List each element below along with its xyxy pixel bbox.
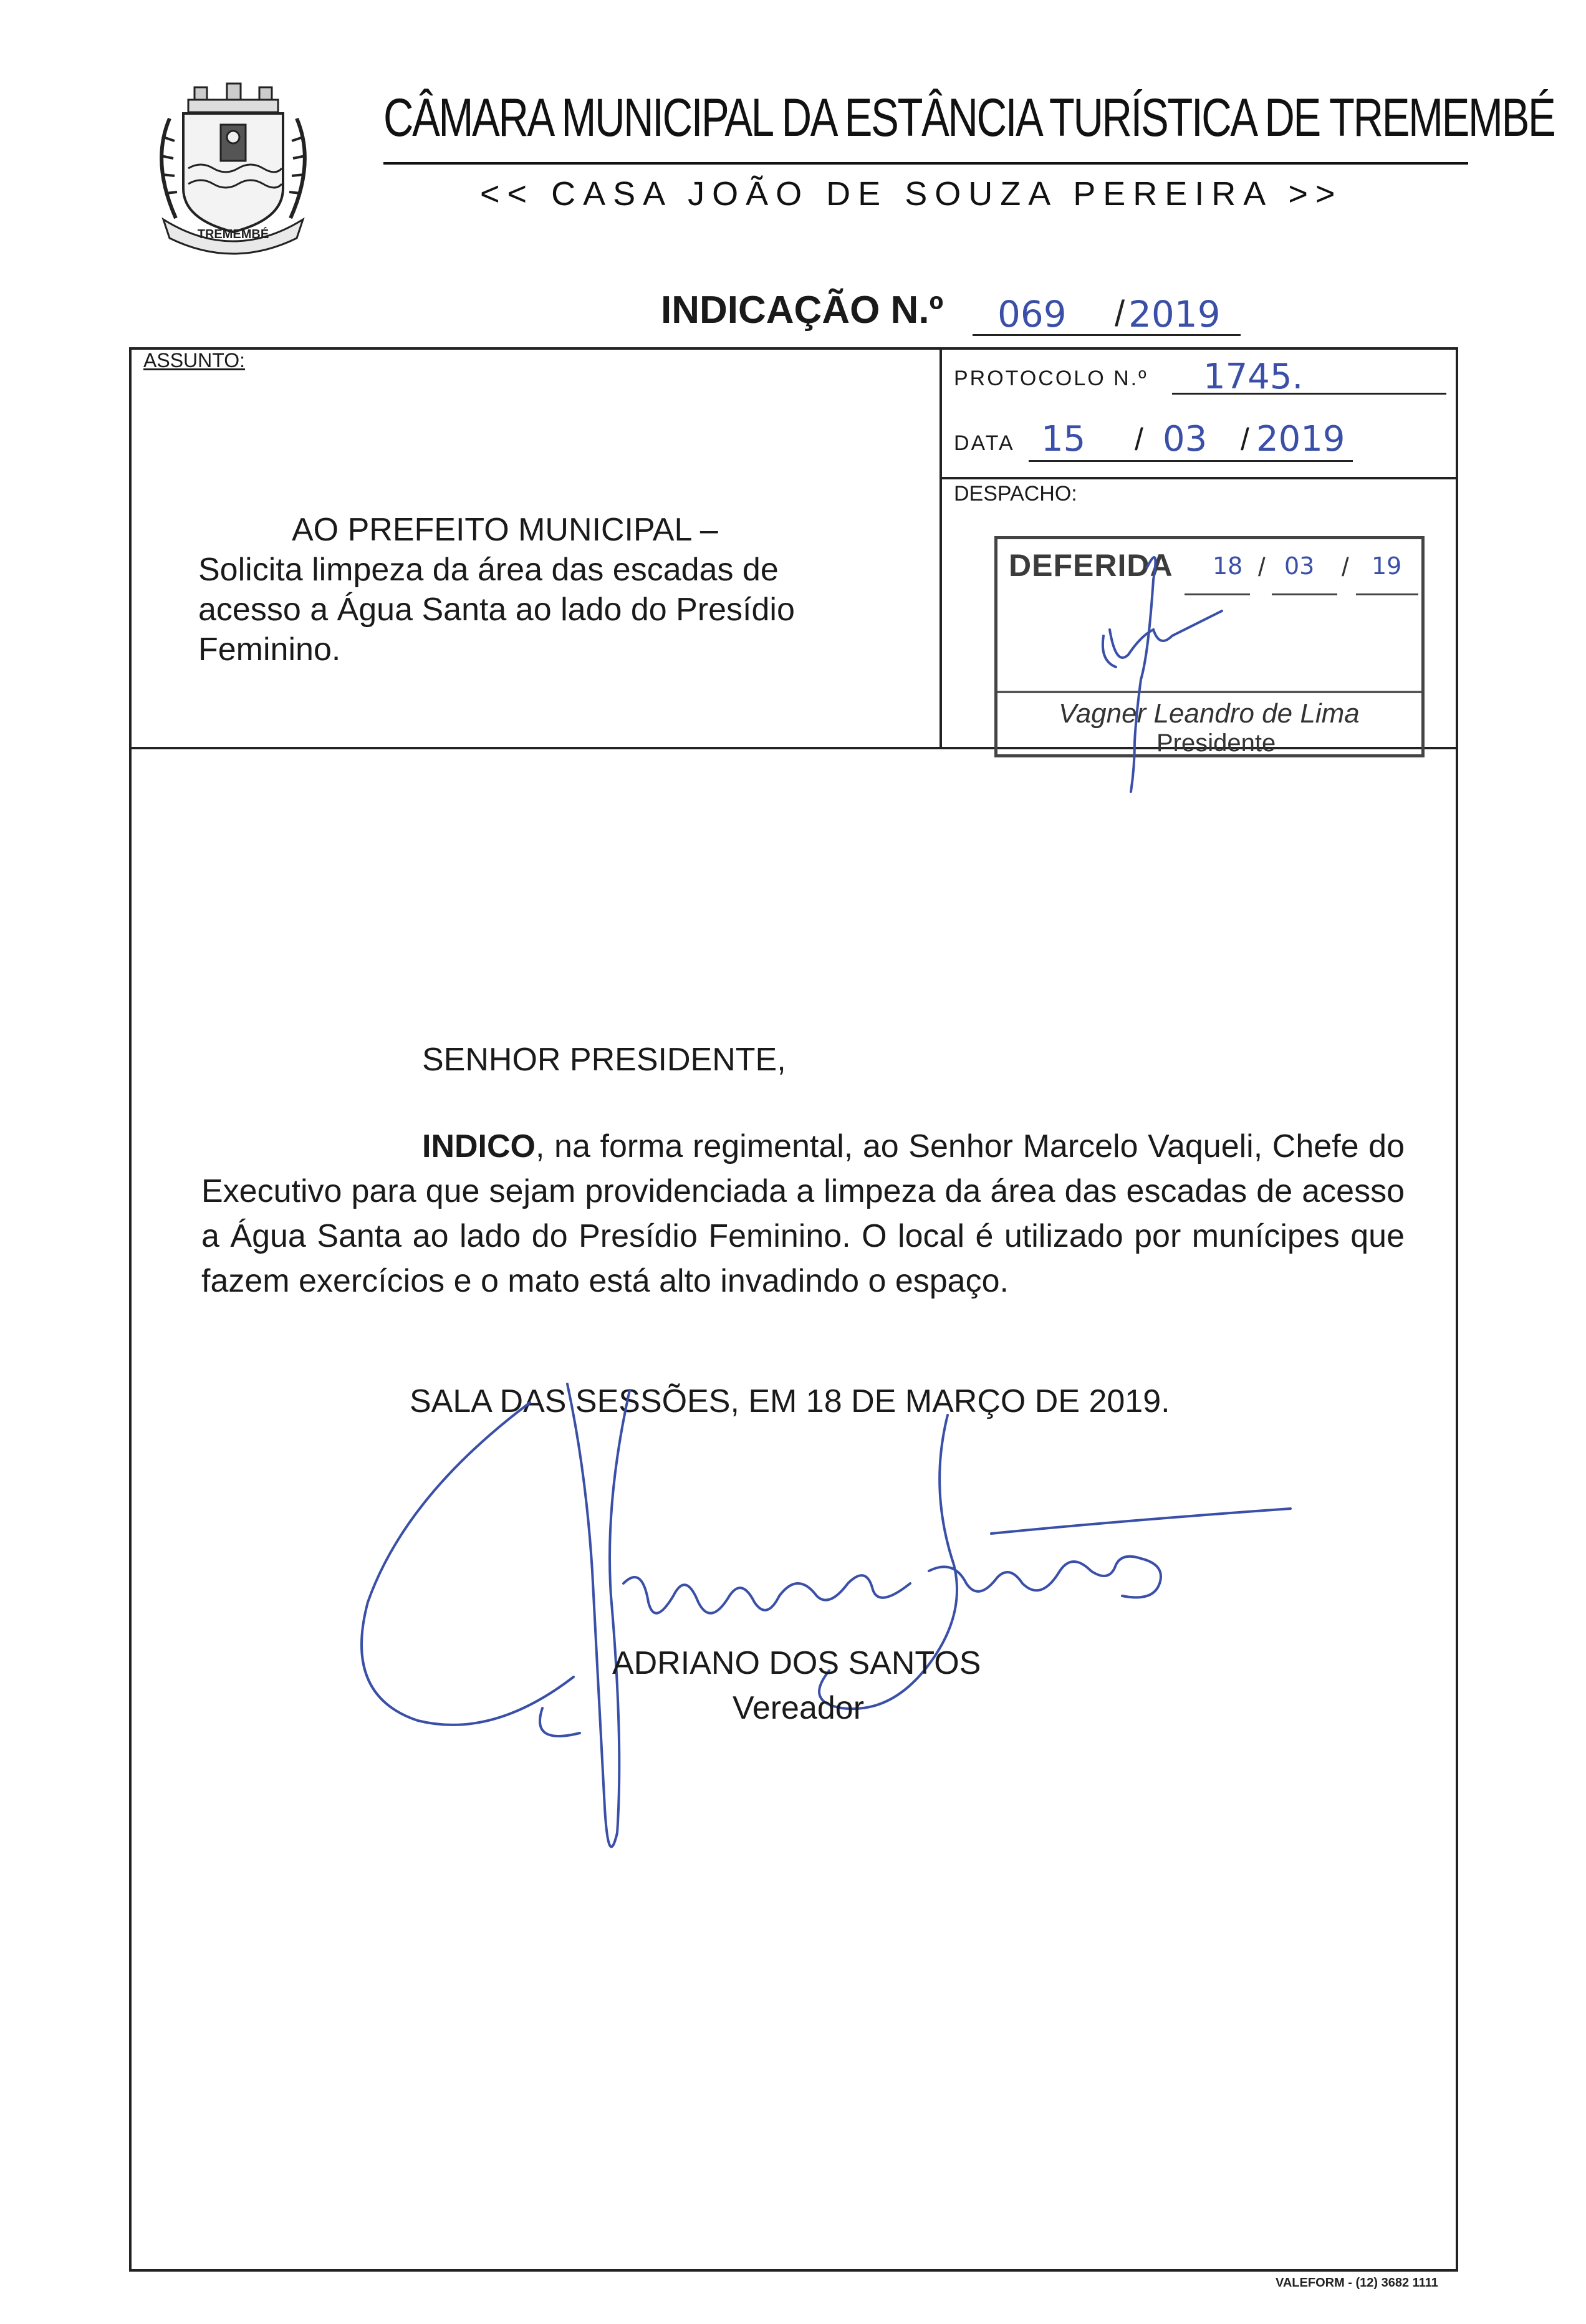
stamp-signer-role: Presidente: [1156, 729, 1276, 757]
indicacao-year: 2019: [1128, 293, 1221, 335]
indicacao-label: INDICAÇÃO N.º: [661, 289, 944, 332]
data-slash: /: [1241, 422, 1249, 457]
salutation: SENHOR PRESIDENTE,: [422, 1042, 786, 1078]
indicacao-slash: /: [1115, 294, 1125, 334]
data-day: 15: [1041, 419, 1086, 459]
assunto-line: Feminino.: [198, 631, 341, 668]
data-slash: /: [1135, 422, 1143, 457]
stamp-slash: /: [1258, 552, 1266, 582]
indicacao-number: 069: [997, 293, 1067, 335]
president-signature: [1085, 530, 1234, 798]
assunto-line: acesso a Água Santa ao lado do Presídio: [198, 592, 795, 628]
data-month: 03: [1163, 419, 1208, 459]
municipal-crest-logo: [145, 75, 322, 268]
assunto-line: AO PREFEITO MUNICIPAL –: [292, 512, 718, 548]
stamp-date-line: [1272, 593, 1337, 595]
body-paragraph-text: , na forma regimental, ao Senhor Marcelo Vaqueli, Chefe do Executivo para que sejam providenciada a limpeza da área das escadas de acesso a Água Santa ao lado do Presídio Feminino. O local é utilizado por munícipes que fazem exercícios e o mato está alto invadindo o espaço.: [201, 1128, 1405, 1299]
stamp-signer-name: Vagner Leandro de Lima: [1059, 698, 1360, 729]
assunto-line: Solicita limpeza da área das escadas de: [198, 552, 779, 588]
crest-banner-text: TREMEMBÉ: [197, 228, 269, 241]
signer-role: Vereador: [733, 1690, 865, 1726]
data-label: DATA: [954, 431, 1015, 455]
closing-line: SALA DAS SESSÕES, EM 18 DE MARÇO DE 2019.: [410, 1383, 1170, 1419]
data-line: [1029, 460, 1353, 462]
stamp-month: 03: [1284, 552, 1315, 580]
organization-name: CÂMARA MUNICIPAL DA ESTÂNCIA TURÍSTICA DE TREMEMBÉ: [383, 88, 1555, 148]
printer-footer: VALEFORM - (12) 3682 1111: [1276, 2276, 1438, 2290]
header-rule: [383, 162, 1468, 165]
assunto-label: ASSUNTO:: [143, 349, 245, 372]
organization-subtitle: << CASA JOÃO DE SOUZA PEREIRA >>: [480, 175, 1343, 213]
despacho-label: DESPACHO:: [954, 482, 1077, 506]
signer-name: ADRIANO DOS SANTOS: [612, 1645, 981, 1681]
stamp-year: 19: [1372, 552, 1402, 580]
body-verb: INDICO: [422, 1128, 536, 1164]
stamp-date-line: [1356, 593, 1418, 595]
form-column-divider: [940, 347, 942, 748]
protocolo-value: 1745.: [1203, 357, 1304, 397]
stamp-slash: /: [1342, 552, 1349, 582]
body-paragraph: [201, 1124, 1405, 1304]
stamp-day: 18: [1213, 552, 1243, 580]
despacho-divider: [940, 477, 1458, 479]
protocolo-label: PROTOCOLO N.º: [954, 367, 1148, 390]
stamp-status: DEFERIDA: [1009, 548, 1173, 583]
assunto-text: [198, 510, 884, 670]
data-year: 2019: [1256, 419, 1345, 459]
